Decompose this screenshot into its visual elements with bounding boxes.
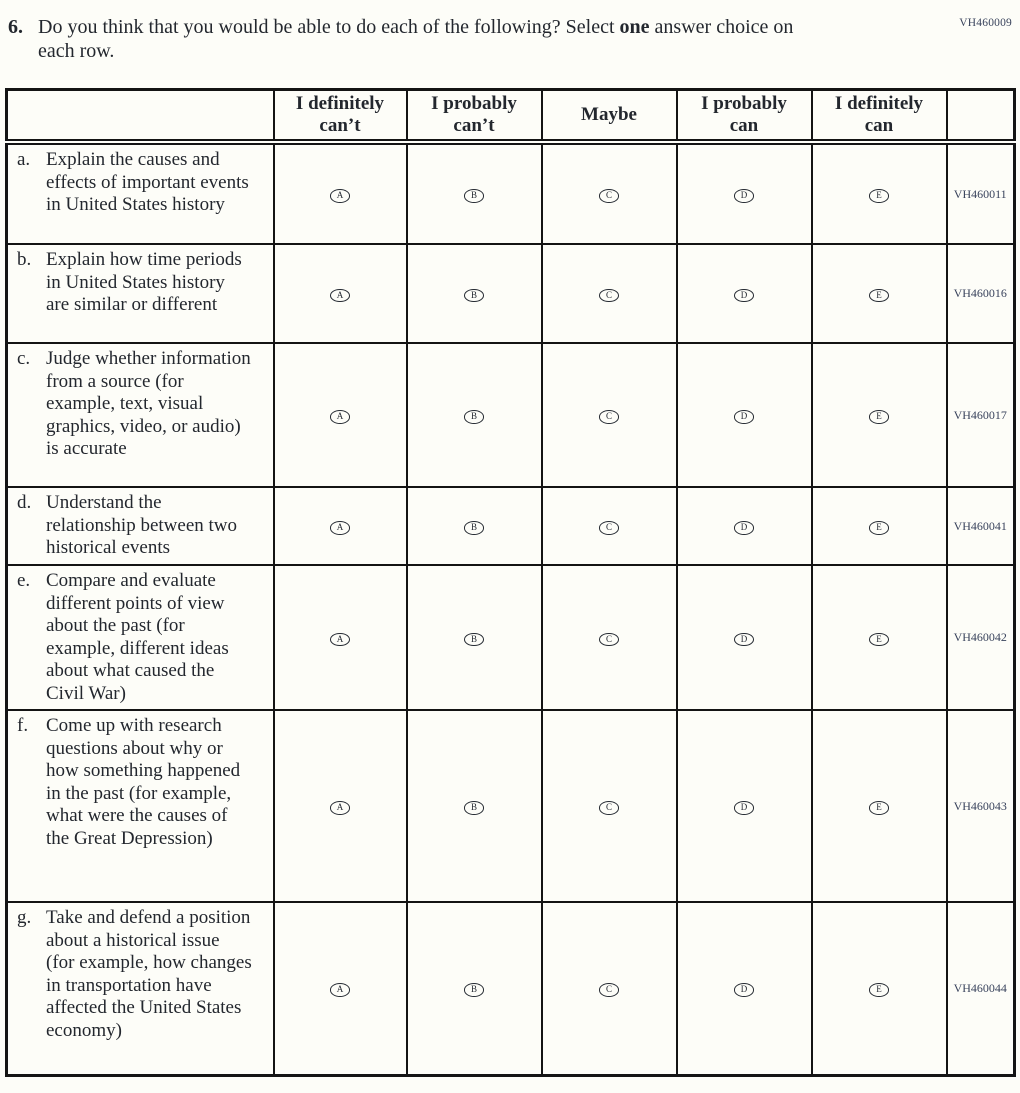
question-text xyxy=(38,15,800,63)
answer-bubble[interactable]: D xyxy=(734,983,754,997)
page-accession-code: VH460009 xyxy=(959,17,1012,29)
answer-bubble[interactable]: E xyxy=(869,189,889,203)
table-row xyxy=(7,487,1015,565)
answer-bubble[interactable]: E xyxy=(869,410,889,424)
row-letter: g. xyxy=(17,907,32,928)
option-cell xyxy=(542,142,677,244)
option-cell xyxy=(274,244,407,343)
option-cell xyxy=(274,487,407,565)
row-text: Come up with research questions about why or how something happened in the past (for example, what were the causes of the Great Depression) xyxy=(46,715,241,849)
option-cell xyxy=(812,710,947,902)
answer-bubble[interactable]: D xyxy=(734,801,754,815)
answer-bubble[interactable]: A xyxy=(330,289,350,303)
row-code: VH460011 xyxy=(947,142,1015,244)
option-cell xyxy=(274,343,407,487)
column-header-definitely-can: I definitely can xyxy=(812,90,947,143)
question-block xyxy=(8,15,1020,63)
option-cell xyxy=(407,343,542,487)
row-letter: e. xyxy=(17,570,31,591)
answer-bubble[interactable]: D xyxy=(734,521,754,535)
option-cell xyxy=(677,902,812,1075)
answer-bubble[interactable]: E xyxy=(869,521,889,535)
option-cell xyxy=(542,710,677,902)
question-text-start: Do you think that you would be able to do each of the following? Select xyxy=(38,16,620,38)
answer-bubble[interactable]: E xyxy=(869,801,889,815)
answer-bubble[interactable]: C xyxy=(599,189,619,203)
option-cell xyxy=(274,710,407,902)
option-cell xyxy=(542,244,677,343)
option-cell xyxy=(542,902,677,1075)
option-cell xyxy=(812,343,947,487)
item-cell xyxy=(7,487,274,565)
option-cell xyxy=(812,902,947,1075)
answer-bubble[interactable]: C xyxy=(599,633,619,647)
option-cell xyxy=(677,565,812,710)
column-header-definitely-cant: I definitely can’t xyxy=(274,90,407,143)
answer-bubble[interactable]: D xyxy=(734,633,754,647)
option-cell xyxy=(407,487,542,565)
row-letter: a. xyxy=(17,149,31,170)
option-cell xyxy=(407,244,542,343)
answer-bubble[interactable]: D xyxy=(734,189,754,203)
column-header-probably-cant: I probably can’t xyxy=(407,90,542,143)
answer-bubble[interactable]: D xyxy=(734,289,754,303)
row-code: VH460042 xyxy=(947,565,1015,710)
header-row xyxy=(7,90,1015,143)
row-text: Compare and evaluate different points of view about the past (for example, different ideas about what caused the Civil War) xyxy=(46,570,229,704)
column-header-probably-can: I probably can xyxy=(677,90,812,143)
option-cell xyxy=(274,142,407,244)
answer-bubble[interactable]: B xyxy=(464,801,484,815)
row-text: Understand the relationship between two historical events xyxy=(46,492,238,558)
question-text-end: answer choice on each row. xyxy=(38,16,794,62)
answer-bubble[interactable]: A xyxy=(330,633,350,647)
answer-bubble[interactable]: E xyxy=(869,289,889,303)
option-cell xyxy=(407,902,542,1075)
option-cell xyxy=(677,710,812,902)
row-code: VH460016 xyxy=(947,244,1015,343)
answer-bubble[interactable]: A xyxy=(330,410,350,424)
option-cell xyxy=(677,487,812,565)
option-cell xyxy=(274,902,407,1075)
header-empty-left xyxy=(7,90,274,143)
option-cell xyxy=(677,142,812,244)
option-cell xyxy=(407,565,542,710)
question-bold-word: one xyxy=(619,16,650,38)
answer-bubble[interactable]: B xyxy=(464,521,484,535)
item-cell xyxy=(7,565,274,710)
table-row xyxy=(7,142,1015,244)
item-cell xyxy=(7,343,274,487)
item-cell xyxy=(7,142,274,244)
option-cell xyxy=(812,487,947,565)
questionnaire-page xyxy=(0,15,1020,1077)
option-cell xyxy=(812,244,947,343)
answer-bubble[interactable]: C xyxy=(599,983,619,997)
row-text: Take and defend a position about a historical issue (for example, how changes in transportation have affected the United States economy) xyxy=(46,907,252,1041)
answer-bubble[interactable]: C xyxy=(599,289,619,303)
row-letter: f. xyxy=(17,715,29,736)
answer-bubble[interactable]: B xyxy=(464,189,484,203)
answer-bubble[interactable]: B xyxy=(464,633,484,647)
item-cell xyxy=(7,710,274,902)
item-cell xyxy=(7,244,274,343)
option-cell xyxy=(407,142,542,244)
option-cell xyxy=(542,487,677,565)
table-row xyxy=(7,710,1015,902)
answer-bubble[interactable]: C xyxy=(599,521,619,535)
column-header-maybe: Maybe xyxy=(542,90,677,143)
option-cell xyxy=(542,343,677,487)
option-cell xyxy=(812,565,947,710)
table-row xyxy=(7,343,1015,487)
table-row xyxy=(7,565,1015,710)
item-cell xyxy=(7,902,274,1075)
answer-bubble[interactable]: A xyxy=(330,189,350,203)
option-cell xyxy=(407,710,542,902)
answer-bubble[interactable]: C xyxy=(599,801,619,815)
answer-bubble[interactable]: B xyxy=(464,410,484,424)
answer-bubble[interactable]: E xyxy=(869,983,889,997)
row-code: VH460043 xyxy=(947,710,1015,902)
answer-bubble[interactable]: B xyxy=(464,289,484,303)
option-cell xyxy=(677,343,812,487)
table-row xyxy=(7,902,1015,1075)
option-cell xyxy=(677,244,812,343)
row-code: VH460041 xyxy=(947,487,1015,565)
answer-bubble[interactable]: D xyxy=(734,410,754,424)
row-letter: d. xyxy=(17,492,32,513)
ability-survey-table xyxy=(5,88,1016,1077)
row-text: Explain the causes and effects of important events in United States history xyxy=(46,149,249,215)
answer-bubble[interactable]: A xyxy=(330,521,350,535)
row-letter: c. xyxy=(17,348,31,369)
row-text: Explain how time periods in United States history are similar or different xyxy=(46,249,242,315)
table-row xyxy=(7,244,1015,343)
answer-bubble[interactable]: C xyxy=(599,410,619,424)
option-cell xyxy=(812,142,947,244)
answer-bubble[interactable]: A xyxy=(330,983,350,997)
row-letter: b. xyxy=(17,249,32,270)
header-empty-right xyxy=(947,90,1015,143)
row-code: VH460017 xyxy=(947,343,1015,487)
answer-bubble[interactable]: E xyxy=(869,633,889,647)
answer-bubble[interactable]: A xyxy=(330,801,350,815)
option-cell xyxy=(274,565,407,710)
row-text: Judge whether information from a source (for example, text, visual graphics, video, or audio) is accurate xyxy=(46,348,251,459)
option-cell xyxy=(542,565,677,710)
row-code: VH460044 xyxy=(947,902,1015,1075)
question-number: 6. xyxy=(8,16,23,38)
answer-bubble[interactable]: B xyxy=(464,983,484,997)
